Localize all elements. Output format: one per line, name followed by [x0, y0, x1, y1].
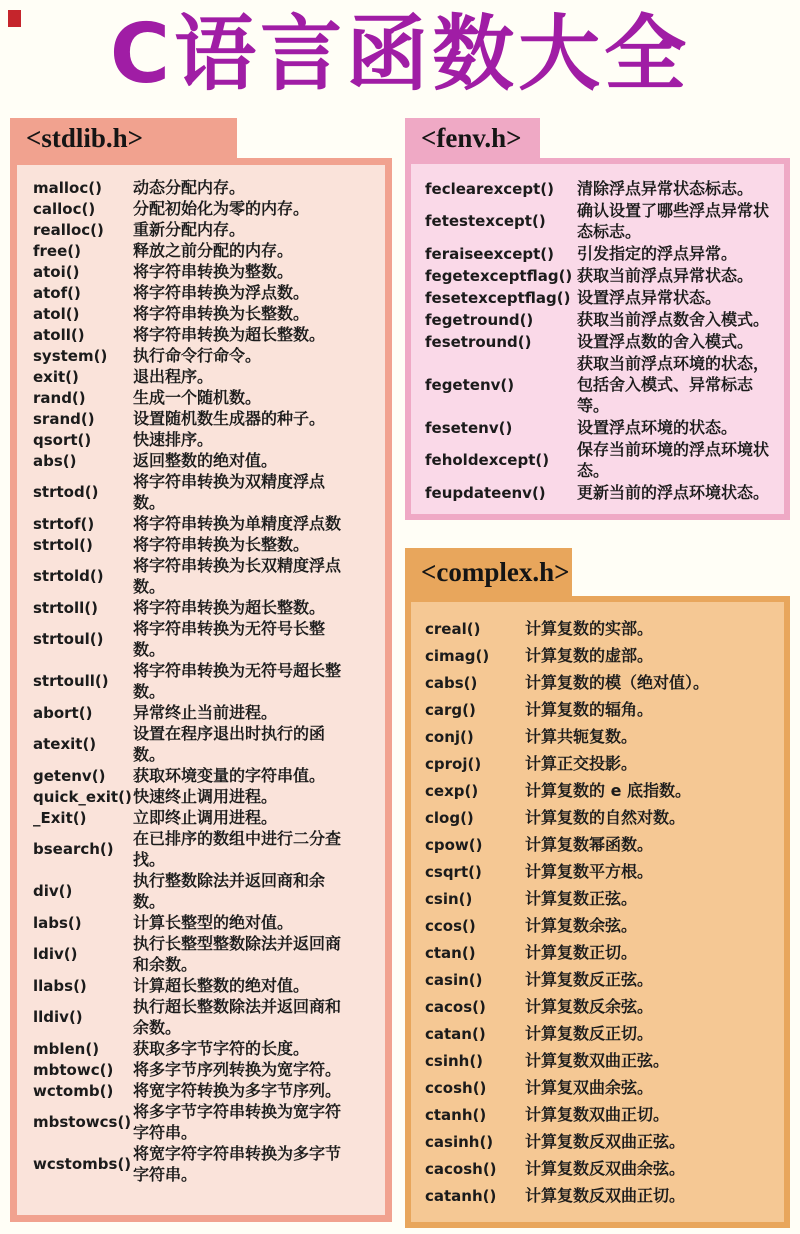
function-name: feclearexcept() [425, 179, 554, 198]
function-description: 生成一个随机数。 [133, 388, 262, 407]
function-name: cproj() [425, 754, 482, 773]
function-list [425, 178, 776, 504]
function-row [33, 618, 377, 660]
function-name: fegetenv() [425, 375, 515, 394]
function-row [33, 387, 377, 408]
function-name: div() [33, 882, 73, 900]
function-description: 清除浮点异常状态标志。 [577, 179, 754, 198]
function-row [33, 471, 377, 513]
function-row [425, 439, 776, 481]
function-name: quick_exit() [33, 787, 132, 806]
function-name: strtod() [33, 483, 99, 501]
function-description: 保存当前环境的浮点环境状态。 [577, 440, 770, 480]
section-fenv-body [405, 158, 790, 520]
function-row [33, 765, 377, 786]
function-name: atoi() [33, 262, 80, 281]
function-name: fegetexceptflag() [425, 266, 573, 285]
function-description: 计算复数反双曲余弦。 [525, 1159, 686, 1178]
function-row [425, 1050, 776, 1071]
function-name: fegetround() [425, 310, 534, 329]
function-name: feupdateenv() [425, 483, 546, 502]
function-name: system() [33, 346, 108, 365]
page-title: C语言函数大全 [109, 7, 691, 102]
function-description: 快速终止调用进程。 [133, 787, 278, 806]
function-name: strtof() [33, 514, 95, 533]
function-description: 将多字节字符串转换为宽字符字符串。 [133, 1102, 342, 1142]
function-description: 在已排序的数组中进行二分查找。 [133, 829, 342, 869]
function-row [33, 198, 377, 219]
function-name: cabs() [425, 673, 478, 692]
function-name: strtoull() [33, 672, 109, 690]
function-row [425, 699, 776, 720]
function-description: 计算复数的 e 底指数。 [525, 781, 691, 800]
function-description: 计算复数的模（绝对值）。 [525, 673, 710, 692]
function-name: fesetround() [425, 332, 532, 351]
function-name: strtold() [33, 567, 104, 585]
function-row [425, 265, 776, 286]
section-complex [405, 548, 790, 1228]
function-description: 设置随机数生成器的种子。 [133, 409, 326, 428]
function-description: 获取环境变量的字符串值。 [133, 766, 326, 785]
function-description: 将字符串转换为超长整数。 [133, 598, 326, 617]
function-description: 将字符串转换为单精度浮点数 [133, 514, 342, 533]
function-description: 执行长整型整数除法并返回商和余数。 [133, 934, 342, 974]
function-description: 快速排序。 [133, 430, 214, 449]
function-description: 获取多字节字符的长度。 [133, 1039, 310, 1058]
function-list [33, 177, 377, 1185]
function-name: cacos() [425, 997, 486, 1016]
function-row [425, 780, 776, 801]
function-list [425, 618, 776, 1212]
function-name: llabs() [33, 976, 87, 995]
function-row [425, 1077, 776, 1098]
function-description: 将字符串转换为无符号超长整数。 [133, 661, 342, 701]
function-name: creal() [425, 619, 481, 638]
function-description: 将宽字符字符串转换为多字节字符串。 [133, 1144, 342, 1184]
function-description: 计算复双曲余弦。 [525, 1078, 654, 1097]
function-row [33, 429, 377, 450]
function-name: lldiv() [33, 1008, 83, 1026]
function-description: 将字符串转换为超长整数。 [133, 325, 326, 344]
function-row [425, 888, 776, 909]
function-row [33, 807, 377, 828]
function-description: 执行超长整数除法并返回商和余数。 [133, 997, 342, 1037]
function-name: ctan() [425, 943, 476, 962]
function-row [425, 861, 776, 882]
function-name: bsearch() [33, 840, 114, 858]
function-description: 计算复数正切。 [525, 943, 638, 962]
function-row [425, 618, 776, 639]
function-name: casin() [425, 970, 483, 989]
function-description: 计算复数双曲正弦。 [525, 1051, 670, 1070]
function-row [33, 1143, 377, 1185]
function-row [425, 942, 776, 963]
function-name: conj() [425, 727, 474, 746]
function-description: 获取当前浮点数舍入模式。 [577, 310, 770, 329]
function-name: clog() [425, 808, 474, 827]
function-description: 分配初始化为零的内存。 [133, 199, 310, 218]
function-row [425, 200, 776, 242]
function-row [33, 1080, 377, 1101]
function-description: 计算长整型的绝对值。 [133, 913, 294, 932]
function-description: 确认设置了哪些浮点异常状态标志。 [577, 201, 770, 241]
function-row [33, 912, 377, 933]
function-name: atof() [33, 283, 81, 302]
function-description: 设置浮点环境的状态。 [577, 418, 738, 437]
function-row [33, 1101, 377, 1143]
function-description: 计算复数正弦。 [525, 889, 638, 908]
function-row [33, 219, 377, 240]
function-row [33, 345, 377, 366]
function-name: strtoul() [33, 630, 104, 648]
section-complex-body [405, 596, 790, 1228]
function-name: csqrt() [425, 862, 482, 881]
function-row [33, 975, 377, 996]
function-name: wcstombs() [33, 1155, 132, 1173]
function-description: 获取当前浮点环境的状态，包括舍入模式、异常标志等。 [577, 354, 770, 415]
function-description: 异常终止当前进程。 [133, 703, 278, 722]
function-row [33, 366, 377, 387]
function-description: 将字符串转换为长整数。 [133, 535, 310, 554]
function-row [425, 331, 776, 352]
function-row [425, 1131, 776, 1152]
function-name: casinh() [425, 1132, 494, 1151]
function-description: 退出程序。 [133, 367, 214, 386]
function-description: 将字符串转换为整数。 [133, 262, 294, 281]
function-row [33, 177, 377, 198]
function-name: csin() [425, 889, 473, 908]
function-description: 获取当前浮点异常状态。 [577, 266, 754, 285]
function-name: mblen() [33, 1039, 100, 1058]
function-row [425, 482, 776, 503]
function-description: 重新分配内存。 [133, 220, 246, 239]
function-name: cpow() [425, 835, 483, 854]
function-description: 计算复数反双曲正切。 [525, 1186, 686, 1205]
function-name: cimag() [425, 646, 490, 665]
function-name: atexit() [33, 735, 97, 753]
section-stdlib-header: <stdlib.h> [10, 118, 237, 158]
function-description: 将宽字符转换为多字节序列。 [133, 1081, 342, 1100]
function-description: 将字符串转换为双精度浮点数。 [133, 472, 326, 512]
function-row [425, 353, 776, 416]
function-name: ccosh() [425, 1078, 487, 1097]
function-description: 引发指定的浮点异常。 [577, 244, 738, 263]
function-name: atol() [33, 304, 80, 323]
function-row [33, 723, 377, 765]
function-row [425, 309, 776, 330]
function-row [33, 1059, 377, 1080]
function-name: fetestexcept() [425, 212, 546, 230]
function-description: 计算正交投影。 [525, 754, 638, 773]
function-row [33, 450, 377, 471]
function-name: malloc() [33, 178, 102, 197]
function-row [425, 645, 776, 666]
function-name: catan() [425, 1024, 486, 1043]
function-row [425, 287, 776, 308]
function-name: strtoll() [33, 598, 98, 617]
function-description: 计算复数反余弦。 [525, 997, 654, 1016]
function-description: 计算复数的实部。 [525, 619, 654, 638]
function-row [425, 753, 776, 774]
function-row [425, 1158, 776, 1179]
function-row [33, 786, 377, 807]
function-row [33, 828, 377, 870]
function-name: cacosh() [425, 1159, 497, 1178]
function-row [425, 1023, 776, 1044]
function-name: catanh() [425, 1186, 497, 1205]
function-name: ccos() [425, 916, 476, 935]
function-row [33, 870, 377, 912]
function-description: 将字符串转换为无符号长整数。 [133, 619, 326, 659]
function-description: 设置在程序退出时执行的函数。 [133, 724, 326, 764]
function-name: rand() [33, 388, 86, 407]
function-name: labs() [33, 913, 82, 932]
function-row [33, 702, 377, 723]
function-name: calloc() [33, 199, 96, 218]
function-name: atoll() [33, 325, 85, 344]
function-row [33, 408, 377, 429]
function-description: 更新当前的浮点环境状态。 [577, 483, 770, 502]
function-row [425, 1185, 776, 1206]
function-row [425, 834, 776, 855]
function-description: 计算复数的自然对数。 [525, 808, 686, 827]
function-row [33, 996, 377, 1038]
function-row [33, 555, 377, 597]
function-row [425, 915, 776, 936]
function-name: fesetenv() [425, 418, 513, 437]
function-row [33, 660, 377, 702]
function-row [425, 417, 776, 438]
function-description: 计算复数余弦。 [525, 916, 638, 935]
function-row [425, 996, 776, 1017]
function-name: mbtowc() [33, 1060, 114, 1079]
function-row [33, 933, 377, 975]
function-row [33, 534, 377, 555]
function-name: ldiv() [33, 945, 78, 963]
function-name: carg() [425, 700, 476, 719]
function-description: 计算复数反正弦。 [525, 970, 654, 989]
function-row [33, 261, 377, 282]
function-row [33, 324, 377, 345]
function-description: 动态分配内存。 [133, 178, 246, 197]
function-row [425, 178, 776, 199]
function-row [425, 1104, 776, 1125]
function-name: abs() [33, 451, 77, 470]
function-name: fesetexceptflag() [425, 288, 571, 307]
function-description: 将多字节序列转换为宽字符。 [133, 1060, 342, 1079]
function-row [33, 240, 377, 261]
function-description: 将字符串转换为浮点数。 [133, 283, 310, 302]
function-row [33, 597, 377, 618]
function-description: 计算复数的辐角。 [525, 700, 654, 719]
function-name: qsort() [33, 430, 92, 449]
function-name: _Exit() [33, 808, 87, 827]
section-fenv-header: <fenv.h> [405, 118, 540, 158]
function-description: 将字符串转换为长双精度浮点数。 [133, 556, 342, 596]
function-description: 计算共轭复数。 [525, 727, 638, 746]
function-name: srand() [33, 409, 95, 428]
function-row [425, 969, 776, 990]
function-description: 设置浮点数的舍入模式。 [577, 332, 754, 351]
function-name: free() [33, 241, 81, 260]
function-row [33, 513, 377, 534]
function-name: realloc() [33, 220, 104, 239]
function-name: feholdexcept() [425, 451, 550, 469]
function-name: abort() [33, 703, 93, 722]
function-description: 计算超长整数的绝对值。 [133, 976, 310, 995]
section-stdlib [10, 118, 392, 1222]
function-name: strtol() [33, 535, 93, 554]
function-name: wctomb() [33, 1081, 114, 1100]
function-name: mbstowcs() [33, 1113, 132, 1131]
function-description: 计算复数反双曲正弦。 [525, 1132, 686, 1151]
function-description: 立即终止调用进程。 [133, 808, 278, 827]
function-row [425, 726, 776, 747]
function-description: 执行整数除法并返回商和余数。 [133, 871, 326, 911]
function-description: 计算复数双曲正切。 [525, 1105, 670, 1124]
function-description: 释放之前分配的内存。 [133, 241, 294, 260]
function-name: cexp() [425, 781, 479, 800]
function-name: exit() [33, 367, 79, 386]
function-description: 将字符串转换为长整数。 [133, 304, 310, 323]
function-description: 计算复数反正切。 [525, 1024, 654, 1043]
function-description: 计算复数幂函数。 [525, 835, 654, 854]
section-complex-header: <complex.h> [405, 548, 572, 596]
function-row [425, 807, 776, 828]
function-description: 设置浮点异常状态。 [577, 288, 722, 307]
function-name: getenv() [33, 766, 106, 785]
function-description: 计算复数的虚部。 [525, 646, 654, 665]
function-name: feraiseexcept() [425, 244, 554, 263]
function-name: csinh() [425, 1051, 484, 1070]
function-description: 执行命令行命令。 [133, 346, 262, 365]
function-description: 计算复数平方根。 [525, 862, 654, 881]
function-row [33, 303, 377, 324]
function-row [33, 1038, 377, 1059]
function-description: 返回整数的绝对值。 [133, 451, 278, 470]
section-fenv [405, 118, 790, 520]
function-name: ctanh() [425, 1105, 487, 1124]
function-row [425, 672, 776, 693]
function-row [425, 243, 776, 264]
section-stdlib-body [10, 158, 392, 1222]
function-row [33, 282, 377, 303]
